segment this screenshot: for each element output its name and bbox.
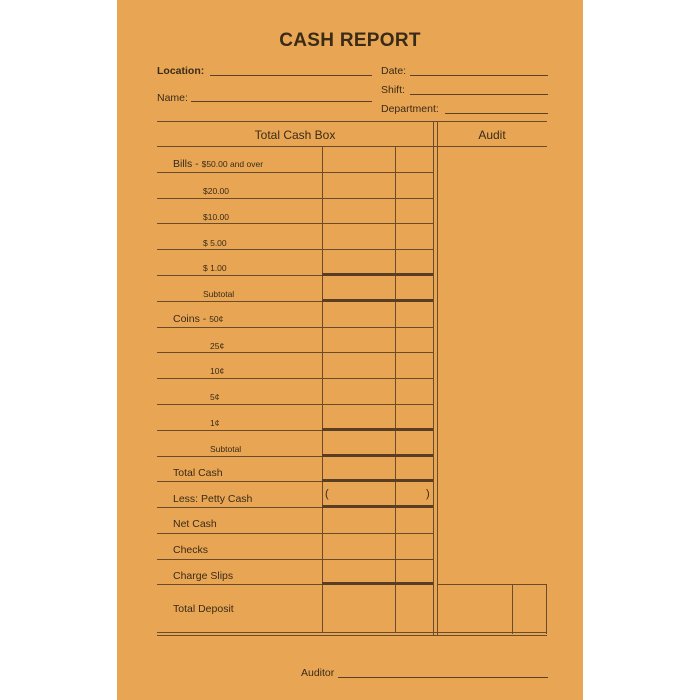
date-field[interactable] bbox=[410, 75, 548, 76]
subtotal-rule-bills-top bbox=[322, 273, 433, 276]
total-deposit-label: Total Deposit bbox=[173, 603, 234, 615]
department-field[interactable] bbox=[445, 113, 548, 114]
checks-label: Checks bbox=[173, 544, 209, 556]
coins-1-label: 1¢ bbox=[210, 418, 220, 428]
row-rule-4 bbox=[157, 249, 433, 250]
table-bottom-rule-2 bbox=[157, 635, 547, 636]
shift-label: Shift: bbox=[381, 84, 405, 96]
subtotal-rule-coins-bottom bbox=[322, 454, 433, 457]
total-cash-box-header: Total Cash Box bbox=[254, 128, 336, 142]
row-rule-10 bbox=[157, 404, 433, 405]
table-divider-right bbox=[437, 121, 438, 635]
table-divider-left bbox=[433, 121, 434, 635]
location-field[interactable] bbox=[210, 75, 372, 76]
subtotal-rule-coins-top bbox=[322, 428, 433, 431]
petty-cash-paren-open: ( bbox=[325, 488, 329, 500]
bills-10-label: $10.00 bbox=[203, 212, 229, 222]
row-rule-2 bbox=[157, 198, 433, 199]
date-label: Date: bbox=[381, 65, 407, 77]
audit-deposit-divider bbox=[512, 584, 513, 634]
charge-slips-label: Charge Slips bbox=[173, 570, 234, 582]
row-rule-11 bbox=[157, 430, 322, 431]
row-rule-1 bbox=[157, 172, 433, 173]
shift-field[interactable] bbox=[410, 94, 548, 95]
cash-report-envelope bbox=[117, 0, 583, 700]
row-rule-6 bbox=[157, 301, 322, 302]
bills-label: Bills - $50.00 and over bbox=[173, 158, 264, 170]
location-label: Location: bbox=[157, 65, 205, 77]
row-rule-3 bbox=[157, 223, 433, 224]
total-cash-rule bbox=[322, 479, 433, 482]
row-rule-12 bbox=[157, 456, 322, 457]
total-cash-label: Total Cash bbox=[173, 467, 223, 479]
table-bottom-rule-1 bbox=[157, 632, 547, 633]
table-top-rule bbox=[157, 121, 547, 122]
bills-subtotal-label: Subtotal bbox=[203, 289, 235, 299]
deposit-rule bbox=[322, 582, 433, 585]
auditor-label: Auditor bbox=[301, 667, 335, 679]
bills-1-label: $ 1.00 bbox=[203, 263, 227, 273]
coins-25-label: 25¢ bbox=[210, 341, 225, 351]
department-label: Department: bbox=[381, 103, 439, 115]
auditor-signature-field[interactable] bbox=[338, 677, 548, 678]
name-label: Name: bbox=[157, 92, 188, 104]
row-rule-15 bbox=[157, 533, 433, 534]
coins-10-label: 10¢ bbox=[210, 366, 225, 376]
row-rule-8 bbox=[157, 352, 433, 353]
form-title: CASH REPORT bbox=[279, 30, 421, 51]
row-rule-5 bbox=[157, 275, 322, 276]
subtotal-rule-bills-bottom bbox=[322, 299, 433, 302]
row-rule-13 bbox=[157, 481, 322, 482]
coins-label: Coins - 50¢ bbox=[173, 313, 224, 325]
audit-deposit-right bbox=[546, 584, 547, 634]
less-petty-cash-label: Less: Petty Cash bbox=[173, 493, 253, 505]
header-rule bbox=[157, 146, 547, 147]
audit-header: Audit bbox=[478, 128, 506, 142]
name-field[interactable] bbox=[191, 101, 372, 102]
coins-5-label: 5¢ bbox=[210, 392, 220, 402]
bills-20-label: $20.00 bbox=[203, 186, 229, 196]
petty-cash-rule bbox=[322, 505, 433, 508]
row-rule-16 bbox=[157, 559, 433, 560]
audit-deposit-top bbox=[437, 584, 547, 585]
coins-subtotal-label: Subtotal bbox=[210, 444, 242, 454]
row-rule-9 bbox=[157, 378, 433, 379]
row-rule-7 bbox=[157, 327, 433, 328]
net-cash-label: Net Cash bbox=[173, 518, 217, 530]
row-rule-14 bbox=[157, 507, 322, 508]
bills-5-label: $ 5.00 bbox=[203, 238, 227, 248]
row-rule-17 bbox=[157, 584, 322, 585]
petty-cash-paren-close: ) bbox=[426, 488, 430, 500]
